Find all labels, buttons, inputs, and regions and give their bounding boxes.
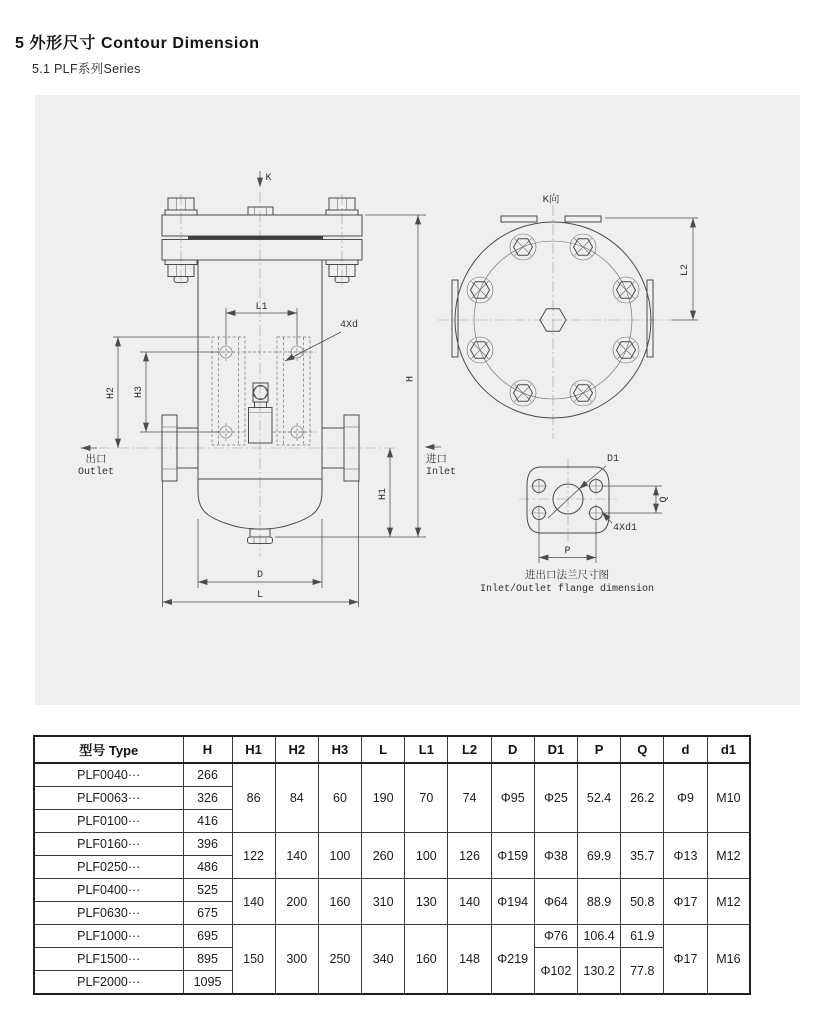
value-cell: 396 [183, 833, 232, 856]
value-cell: 74 [448, 763, 491, 833]
value-cell: Φ194 [491, 879, 534, 925]
flange-caption-cn: 进出口法兰尺寸图 [525, 570, 609, 582]
value-cell: 695 [183, 925, 232, 948]
value-cell: Φ38 [534, 833, 577, 879]
value-cell: 88.9 [578, 879, 621, 925]
table-row [34, 763, 750, 787]
value-cell: 130 [405, 879, 448, 925]
value-cell: 675 [183, 902, 232, 925]
value-cell: 100 [405, 833, 448, 879]
dim-label-d1: D1 [606, 454, 620, 465]
value-cell: 122 [232, 833, 275, 879]
value-cell: 895 [183, 948, 232, 971]
value-cell: Φ13 [664, 833, 707, 879]
value-cell: 77.8 [621, 948, 664, 995]
k-label: K [265, 173, 272, 184]
column-header: D [491, 736, 534, 763]
value-cell: 126 [448, 833, 491, 879]
value-cell: 250 [318, 925, 361, 995]
dim-label-h3: H3 [134, 385, 145, 399]
value-cell: Φ159 [491, 833, 534, 879]
value-cell: Φ102 [534, 948, 577, 995]
value-cell: 160 [405, 925, 448, 995]
value-cell: 140 [448, 879, 491, 925]
value-cell: 86 [232, 763, 275, 833]
column-header: L [362, 736, 405, 763]
dim-label-l: L [256, 590, 264, 601]
dim-label-l2: L2 [680, 263, 691, 277]
type-cell: PLF0040··· [34, 763, 183, 787]
value-cell: M10 [707, 763, 750, 833]
outlet-label-cn: 出口 [85, 454, 107, 466]
value-cell: 60 [318, 763, 361, 833]
type-cell: PLF0100··· [34, 810, 183, 833]
column-header: d [664, 736, 707, 763]
dim-label-d: D [256, 570, 264, 581]
k-view-label: K向 [542, 194, 560, 206]
column-header: L2 [448, 736, 491, 763]
bolt-hole-note: 4Xd [339, 320, 359, 331]
value-cell: M12 [707, 833, 750, 879]
type-cell: PLF0250··· [34, 856, 183, 879]
value-cell: M12 [707, 879, 750, 925]
front-view [78, 171, 456, 607]
value-cell: 140 [232, 879, 275, 925]
type-cell: PLF1500··· [34, 948, 183, 971]
drawing-panel [35, 95, 800, 705]
value-cell: 260 [362, 833, 405, 879]
value-cell: 486 [183, 856, 232, 879]
value-cell: Φ9 [664, 763, 707, 833]
column-header: 型号 Type [34, 736, 183, 763]
inlet-label-en: Inlet [426, 467, 457, 478]
top-view [438, 192, 698, 439]
dim-label-p: P [564, 546, 571, 557]
type-cell: PLF0160··· [34, 833, 183, 856]
value-cell: 525 [183, 879, 232, 902]
column-header: D1 [534, 736, 577, 763]
column-header: H [183, 736, 232, 763]
column-header: L1 [405, 736, 448, 763]
value-cell: Φ76 [534, 925, 577, 948]
dim-label-h: H [405, 375, 417, 383]
table-body [34, 763, 750, 994]
value-cell: 69.9 [578, 833, 621, 879]
dimension-table [33, 735, 751, 995]
type-cell: PLF0630··· [34, 902, 183, 925]
type-cell: PLF2000··· [34, 971, 183, 995]
inlet-label-cn: 进口 [426, 454, 447, 466]
type-cell: PLF1000··· [34, 925, 183, 948]
outlet-label-en: Outlet [77, 467, 115, 478]
type-cell: PLF0400··· [34, 879, 183, 902]
column-header: H3 [318, 736, 361, 763]
value-cell: Φ95 [491, 763, 534, 833]
value-cell: Φ219 [491, 925, 534, 995]
value-cell: 150 [232, 925, 275, 995]
value-cell: 200 [275, 879, 318, 925]
value-cell: 340 [362, 925, 405, 995]
value-cell: 130.2 [578, 948, 621, 995]
value-cell: 310 [362, 879, 405, 925]
value-cell: 61.9 [621, 925, 664, 948]
table-row [34, 833, 750, 856]
dim-label-h1: H1 [378, 487, 389, 501]
column-header: H2 [275, 736, 318, 763]
dim-label-h2: H2 [106, 386, 117, 400]
table-row [34, 879, 750, 902]
value-cell: Φ17 [664, 925, 707, 995]
value-cell: 266 [183, 763, 232, 787]
column-header: Q [621, 736, 664, 763]
value-cell: 100 [318, 833, 361, 879]
dim-label-q: Q [659, 496, 670, 503]
type-cell: PLF0063··· [34, 787, 183, 810]
value-cell: 140 [275, 833, 318, 879]
value-cell: 106.4 [578, 925, 621, 948]
contour-drawing [35, 95, 800, 705]
flange-detail [480, 454, 670, 595]
value-cell: 52.4 [578, 763, 621, 833]
flange-bolt-note: 4Xd1 [613, 523, 638, 534]
table-row [34, 925, 750, 948]
value-cell: 1095 [183, 971, 232, 995]
value-cell: 160 [318, 879, 361, 925]
value-cell: 26.2 [621, 763, 664, 833]
gasket-band [188, 236, 323, 239]
value-cell: 35.7 [621, 833, 664, 879]
value-cell: 70 [405, 763, 448, 833]
value-cell: M16 [707, 925, 750, 995]
section-title: 5 外形尺寸 Contour Dimension [15, 35, 260, 52]
value-cell: 416 [183, 810, 232, 833]
value-cell: 300 [275, 925, 318, 995]
flange-caption-en: Inlet/Outlet flange dimension [479, 584, 655, 595]
value-cell: 84 [275, 763, 318, 833]
column-header: d1 [707, 736, 750, 763]
value-cell: Φ25 [534, 763, 577, 833]
value-cell: 190 [362, 763, 405, 833]
value-cell: 50.8 [621, 879, 664, 925]
dim-label-l1: L1 [255, 302, 268, 313]
column-header: P [578, 736, 621, 763]
value-cell: 326 [183, 787, 232, 810]
value-cell: Φ64 [534, 879, 577, 925]
value-cell: Φ17 [664, 879, 707, 925]
column-header: H1 [232, 736, 275, 763]
value-cell: 148 [448, 925, 491, 995]
table-header-row [34, 736, 750, 763]
section-subtitle: 5.1 PLF系列Series [32, 62, 141, 76]
